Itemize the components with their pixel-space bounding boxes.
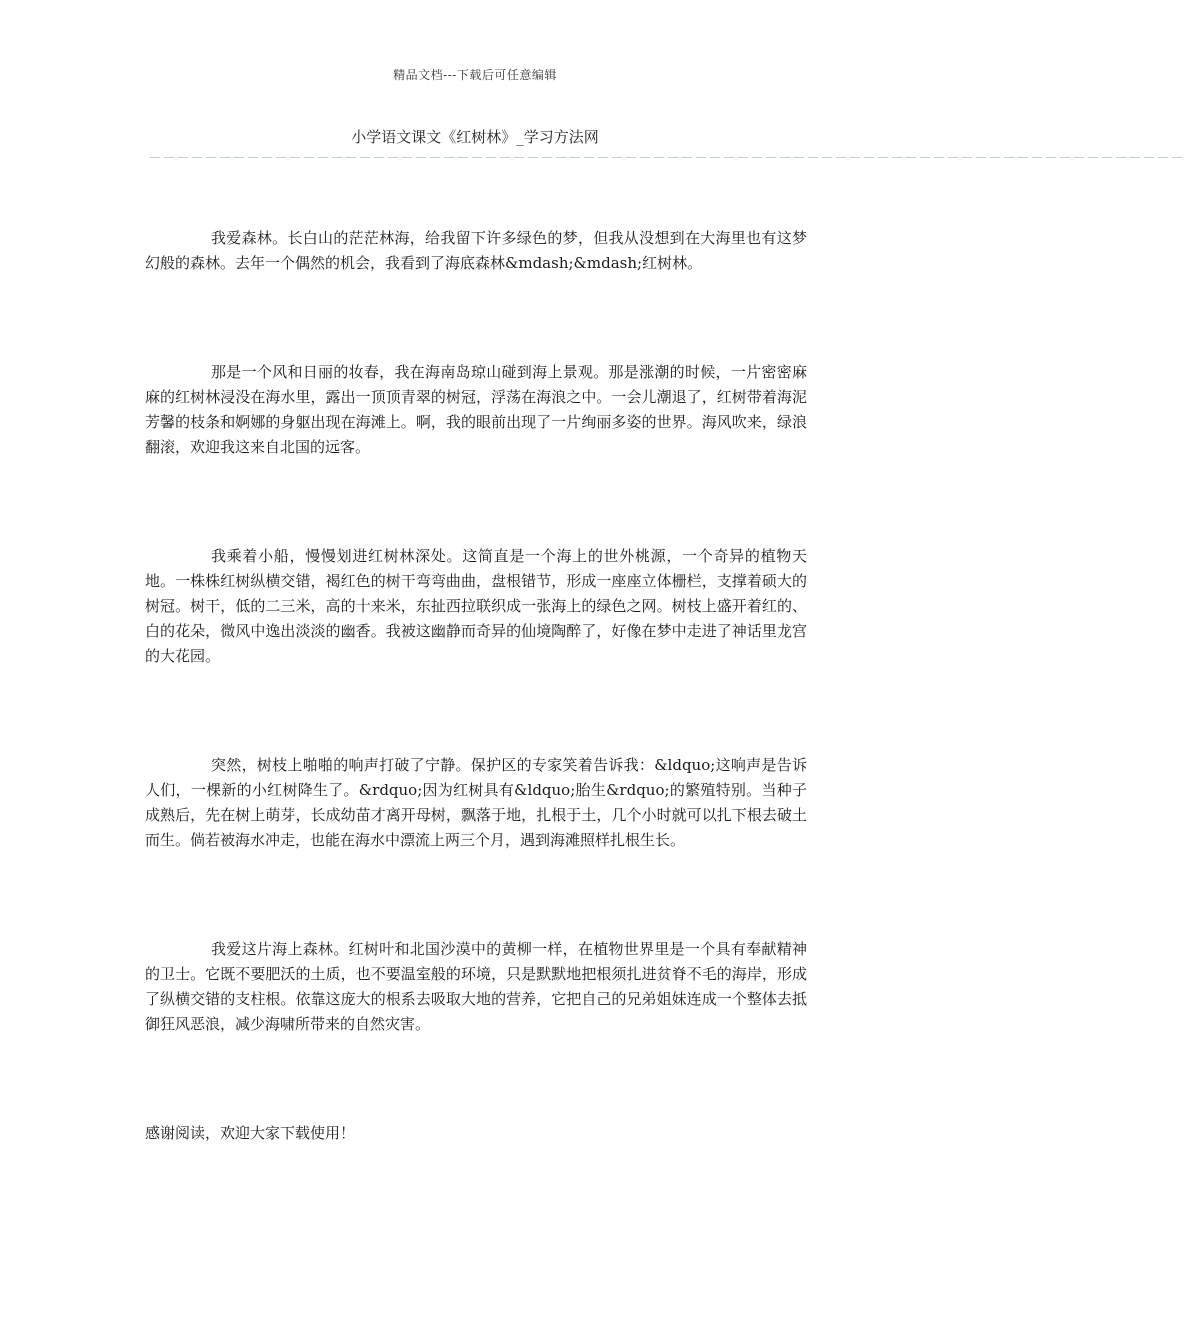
paragraph-spacer bbox=[145, 853, 807, 937]
paragraph-spacer bbox=[145, 276, 807, 360]
paragraph-spacer bbox=[145, 669, 807, 753]
paragraph-1: 我爱森林。长白山的茫茫林海，给我留下许多绿色的梦，但我从没想到在大海里也有这梦幻般的森林。去年一个偶然的机会，我看到了海底森林&mdash;&mdash;红树林。 bbox=[145, 229, 807, 272]
paragraph-2: 那是一个风和日丽的妆春，我在海南岛琼山碰到海上景观。那是涨潮的时候，一片密密麻麻的红树林浸没在海水里，露出一顶顶青翠的树冠，浮荡在海浪之中。一会儿潮退了，红树带着海泥芳馨的枝条和婀娜的身躯出现在海滩上。啊，我的眼前出现了一片绚丽多姿的世界。海风吹来，绿浪翻滚，欢迎我这来自北国的远客。 bbox=[145, 363, 807, 456]
paragraph-spacer bbox=[145, 460, 807, 544]
paragraph-3: 我乘着小船，慢慢划进红树林深处。这简直是一个海上的世外桃源，一个奇异的植物天地。一株株红树纵横交错，褐红色的树干弯弯曲曲，盘根错节，形成一座座立体栅栏，支撑着硕大的树冠。树干，低的二三米，高的十来米，东扯西拉联织成一张海上的绿色之网。树枝上盛开着红的、白的花朵，微风中逸出淡淡的幽香。我被这幽静而奇异的仙境陶醉了，好像在梦中走进了神话里龙宫的大花园。 bbox=[145, 547, 807, 665]
paragraph-spacer bbox=[145, 1037, 807, 1121]
document-body bbox=[145, 226, 807, 1146]
paragraph-5: 我爱这片海上森林。红树叶和北国沙漠中的黄柳一样，在植物世界里是一个具有奉献精神的卫士。它既不要肥沃的土质，也不要温室般的环境，只是默默地把根须扎进贫脊不毛的海岸，形成了纵横交错的支柱根。依靠这庞大的根系去吸取大地的营养，它把自己的兄弟姐妹连成一个整体去抵御狂风恶浪，减少海啸所带来的自然灾害。 bbox=[145, 940, 807, 1033]
closing-note: 感谢阅读，欢迎大家下载使用！ bbox=[145, 1124, 356, 1142]
header-note: 精品文档---下载后可任意编辑 bbox=[393, 68, 557, 82]
paragraph-4: 突然，树枝上啪啪的响声打破了宁静。保护区的专家笑着告诉我：&ldquo;这响声是告诉人们，一棵新的小红树降生了。&rdquo;因为红树具有&ldquo;胎生&rdquo;的繁殖特别。当种子成熟后，先在树上萌芽，长成幼苗才离开母树，飘落于地，扎根于土，几个小时就可以扎下根去破土而生。倘若被海水冲走，也能在海水中漂流上两三个月，遇到海滩照样扎根生长。 bbox=[145, 756, 807, 849]
document-title: 小学语文课文《红树林》_学习方法网 bbox=[351, 128, 599, 146]
title-divider: －－－－－－－－－－－－－－－－－－－－－－－－－－－－－－－－－－－－－－－－－－－－－－－－－－－－－－－－－－－－－－－－－－－－－－－－－－ bbox=[148, 151, 1184, 167]
